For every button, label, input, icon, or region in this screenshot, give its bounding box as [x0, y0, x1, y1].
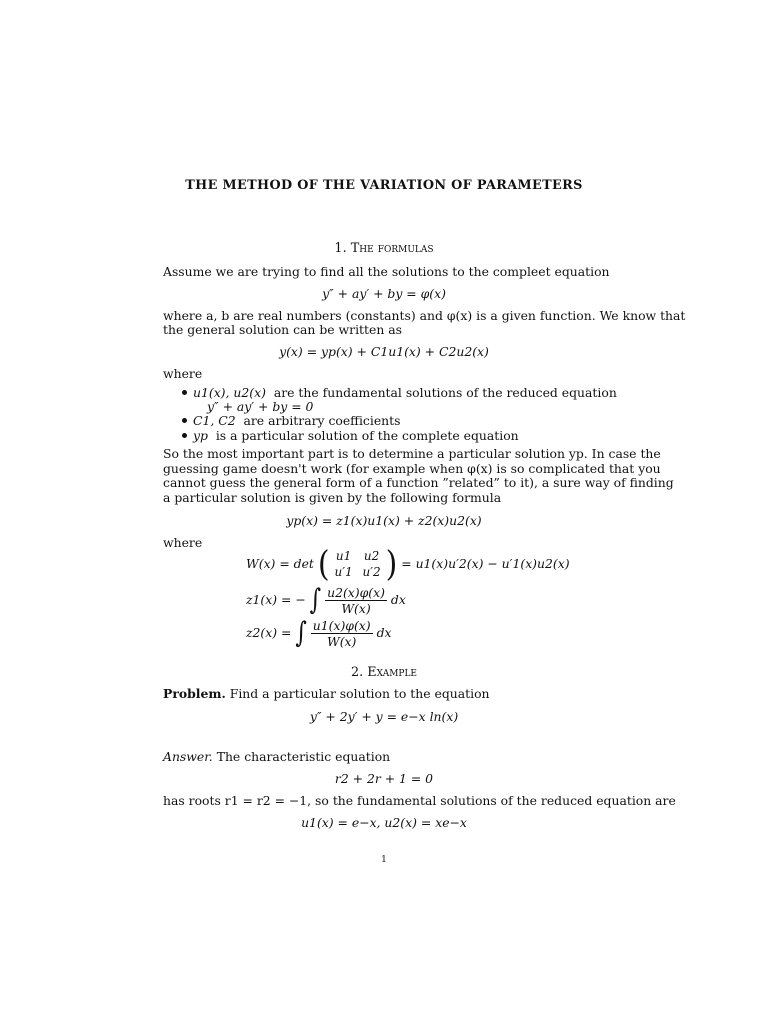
z2-dx: dx: [376, 625, 392, 640]
reduced-equation: [207, 399, 313, 414]
z1-lhs: z1(x) = −: [246, 592, 306, 607]
paragraph-where-ab-line2: the general solution can be written as: [163, 322, 402, 337]
bullet-text: are the fundamental solutions of the reduced equation: [273, 385, 617, 400]
paragraph-particular-line4: a particular solution is given by the following formula: [163, 490, 502, 505]
z2-lhs: z2(x) =: [246, 625, 292, 640]
answer-text: The characteristic equation: [216, 749, 391, 764]
equation-fundamental-solutions: u1(x) = e−x, u2(x) = xe−x: [301, 815, 467, 830]
answer-statement: [163, 749, 626, 764]
z1-numerator: u2(x)φ(x): [327, 585, 385, 600]
bullet-fundamental-solutions: [193, 385, 617, 400]
z1-dx: dx: [390, 592, 406, 607]
z2-fraction: [311, 618, 373, 649]
bullet-text: are arbitrary coefficients: [243, 413, 401, 428]
wronskian-matrix: [330, 549, 386, 580]
section-heading-formulas: 1. The formulas: [334, 241, 434, 256]
z2-denominator: W(x): [326, 634, 357, 649]
bullet-particular-solution: [193, 428, 519, 443]
equation-characteristic: r2 + 2r + 1 = 0: [334, 771, 434, 786]
label-where: where: [163, 366, 203, 381]
wronskian-rhs: = u1(x)u′2(x) − u′1(x)u2(x): [401, 556, 570, 571]
answer-label: Answer.: [163, 749, 213, 764]
paragraph-where-ab-line1: where a, b are real numbers (constants) and φ(x) is a given function. We know that: [163, 308, 686, 323]
paragraph-intro: Assume we are trying to find all the solutions to the compleet equation: [163, 264, 610, 279]
bullet-text: is a particular solution of the complete equation: [215, 428, 519, 443]
z1-denominator: W(x): [341, 601, 371, 616]
bullet-arbitrary-coefficients: [193, 413, 401, 428]
matrix-cell: u2: [363, 549, 380, 563]
equation-z1: [246, 585, 406, 616]
equation-particular-formula: yp(x) = z1(x)u1(x) + z2(x)u2(x): [286, 513, 482, 528]
paper-title: THE METHOD OF THE VARIATION OF PARAMETERS: [185, 178, 583, 193]
integral-sign: ∫: [295, 617, 307, 650]
label-where-2: where: [163, 535, 203, 550]
matrix-cell: u1: [335, 549, 352, 563]
problem-statement: [163, 686, 626, 701]
equation-z2: [246, 618, 392, 649]
z1-fraction: [325, 585, 387, 616]
paragraph-roots: has roots r1 = r2 = −1, so the fundamental solutions of the reduced equation are: [163, 793, 676, 808]
equation-general-solution: y(x) = yp(x) + C1u1(x) + C2u2(x): [279, 344, 489, 359]
reduced-equation-math: y″ + ay′ + by = 0: [207, 399, 314, 414]
matrix-right-paren: ): [385, 544, 398, 585]
bullet-math: u1(x), u2(x): [193, 385, 266, 400]
equation-complete: y″ + ay′ + by = φ(x): [322, 286, 446, 301]
page-number: 1: [381, 855, 387, 865]
matrix-cell: u′2: [362, 565, 381, 579]
z2-numerator: u1(x)φ(x): [312, 618, 371, 633]
problem-label: Problem.: [163, 686, 226, 701]
problem-text: Find a particular solution to the equation: [229, 686, 490, 701]
equation-wronskian: [246, 544, 570, 585]
integral-sign: ∫: [309, 584, 322, 617]
paragraph-particular-line3: cannot guess the general form of a function ”related” to it), a sure way of finding: [163, 475, 674, 490]
bullet-math: C1, C2: [193, 413, 236, 428]
matrix-left-paren: (: [317, 544, 330, 585]
bullet-math: yp: [193, 428, 208, 443]
wronskian-lhs: W(x) = det: [246, 556, 314, 571]
paragraph-particular-line2: guessing game doesn't work (for example when φ(x) is so complicated that you: [163, 461, 661, 476]
paragraph-particular-line1: So the most important part is to determine a particular solution yp. In case the: [163, 446, 661, 461]
matrix-cell: u′1: [334, 565, 353, 579]
equation-problem: y″ + 2y′ + y = e−x ln(x): [309, 709, 459, 724]
section-heading-example: 2. Example: [350, 665, 418, 680]
